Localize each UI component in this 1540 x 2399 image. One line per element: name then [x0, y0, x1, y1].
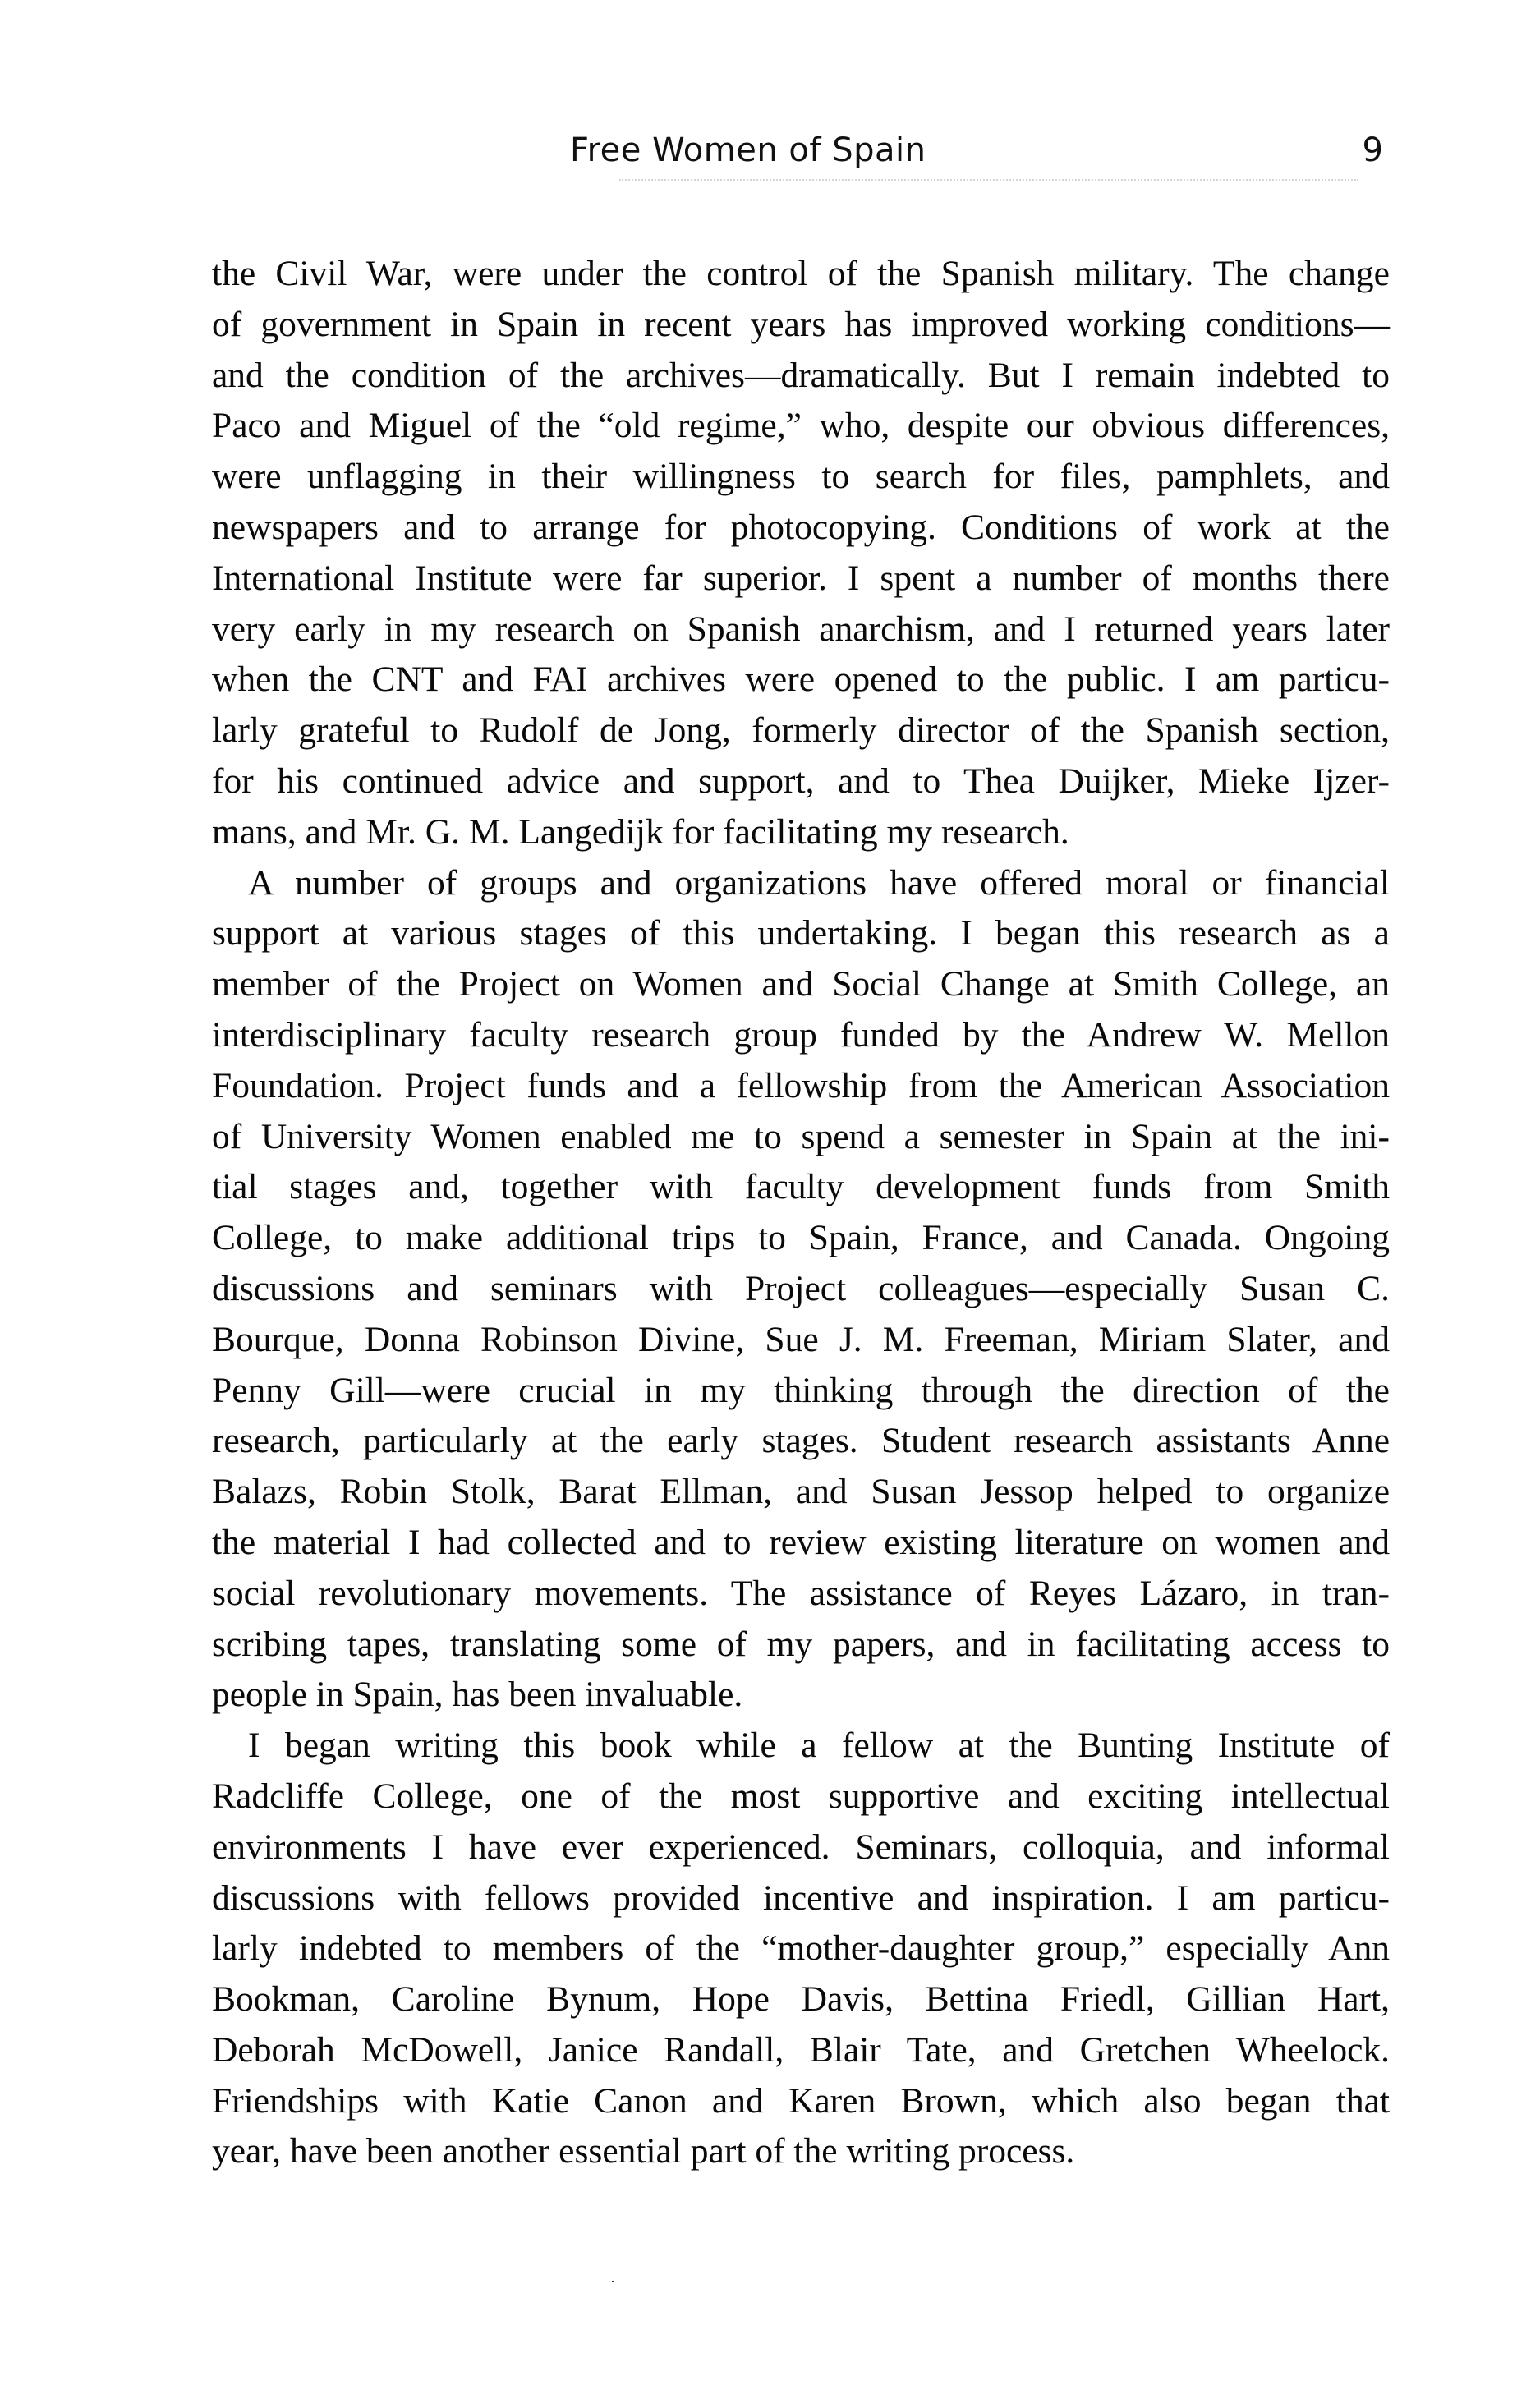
text-line: International Institute were far superior. I spent a number of months there: [212, 558, 1390, 598]
text-line: College, to make additional trips to Spain, France, and Canada. Ongoing: [212, 1218, 1390, 1258]
text-line: member of the Project on Women and Social Change at Smith College, an: [212, 964, 1390, 1004]
text-line: of University Women enabled me to spend a semester in Spain at the ini-: [212, 1116, 1390, 1156]
paragraph-3: [212, 1721, 1390, 2177]
text-line: discussions with fellows provided incentive and inspiration. I am particu-: [212, 1877, 1390, 1918]
text-line: Bourque, Donna Robinson Divine, Sue J. M. Freeman, Miriam Slater, and: [212, 1319, 1390, 1359]
text-line: Friendships with Katie Canon and Karen Brown, which also began that: [212, 2080, 1390, 2121]
page-number: 9: [1362, 131, 1383, 169]
text-line: newspapers and to arrange for photocopying. Conditions of work at the: [212, 507, 1390, 547]
text-line: support at various stages of this undertaking. I began this research as a: [212, 913, 1390, 954]
text-line: Deborah McDowell, Janice Randall, Blair Tate, and Gretchen Wheelock.: [212, 2029, 1390, 2070]
text-line: social revolutionary movements. The assistance of Reyes Lázaro, in tran-: [212, 1573, 1390, 1613]
running-head-title: Free Women of Spain: [570, 131, 926, 169]
text-line: were unflagging in their willingness to search for files, pamphlets, and: [212, 457, 1390, 497]
text-line: of government in Spain in recent years has improved working conditions—: [212, 304, 1390, 344]
text-line: larly indebted to members of the “mother-daughter group,” especially Ann: [212, 1928, 1390, 1969]
scan-speck: [612, 2281, 614, 2282]
text-line: the material I had collected and to review existing literature on women and: [212, 1522, 1390, 1562]
text-line: and the condition of the archives—dramatically. But I remain indebted to: [212, 355, 1390, 395]
text-line: Penny Gill—were crucial in my thinking through the direction of the: [212, 1370, 1390, 1410]
text-line: very early in my research on Spanish anarchism, and I returned years later: [212, 609, 1390, 649]
paragraph-1: [212, 249, 1390, 858]
text-line: A number of groups and organizations have offered moral or financial: [248, 862, 1390, 903]
paragraph-2: [212, 858, 1390, 1721]
text-line: Balazs, Robin Stolk, Barat Ellman, and Susan Jessop helped to organize: [212, 1472, 1390, 1512]
running-head: [570, 131, 1391, 181]
text-line: interdisciplinary faculty research group funded by the Andrew W. Mellon: [212, 1014, 1390, 1055]
text-line: tial stages and, together with faculty development funds from Smith: [212, 1167, 1390, 1207]
text-line: when the CNT and FAI archives were opened to the public. I am particu-: [212, 659, 1390, 700]
text-line: Paco and Miguel of the “old regime,” who, despite our obvious differences,: [212, 406, 1390, 446]
text-line: scribing tapes, translating some of my papers, and in facilitating access to: [212, 1624, 1390, 1664]
text-line: Bookman, Caroline Bynum, Hope Davis, Bettina Friedl, Gillian Hart,: [212, 1979, 1390, 2020]
text-line: for his continued advice and support, and to Thea Duijker, Mieke Ijzer-: [212, 761, 1390, 801]
text-line: Foundation. Project funds and a fellowship from the American Association: [212, 1065, 1390, 1105]
text-line: people in Spain, has been invaluable.: [212, 1675, 743, 1715]
text-line: mans, and Mr. G. M. Langedijk for facilitating my research.: [212, 811, 1069, 852]
body-text: [212, 249, 1390, 2177]
text-line: research, particularly at the early stages. Student research assistants Anne: [212, 1421, 1390, 1461]
text-line: larly grateful to Rudolf de Jong, formerly director of the Spanish section,: [212, 710, 1390, 751]
text-line: year, have been another essential part of the writing process.: [212, 2131, 1075, 2172]
text-line: Radcliffe College, one of the most supportive and exciting intellectual: [212, 1776, 1390, 1816]
text-line: environments I have ever experienced. Seminars, colloquia, and informal: [212, 1827, 1390, 1867]
text-line: I began writing this book while a fellow at the Bunting Institute of: [248, 1726, 1390, 1766]
text-line: the Civil War, were under the control of the Spanish military. The change: [212, 254, 1390, 293]
text-line: discussions and seminars with Project colleagues—especially Susan C.: [212, 1268, 1390, 1308]
header-rule: [619, 179, 1358, 181]
